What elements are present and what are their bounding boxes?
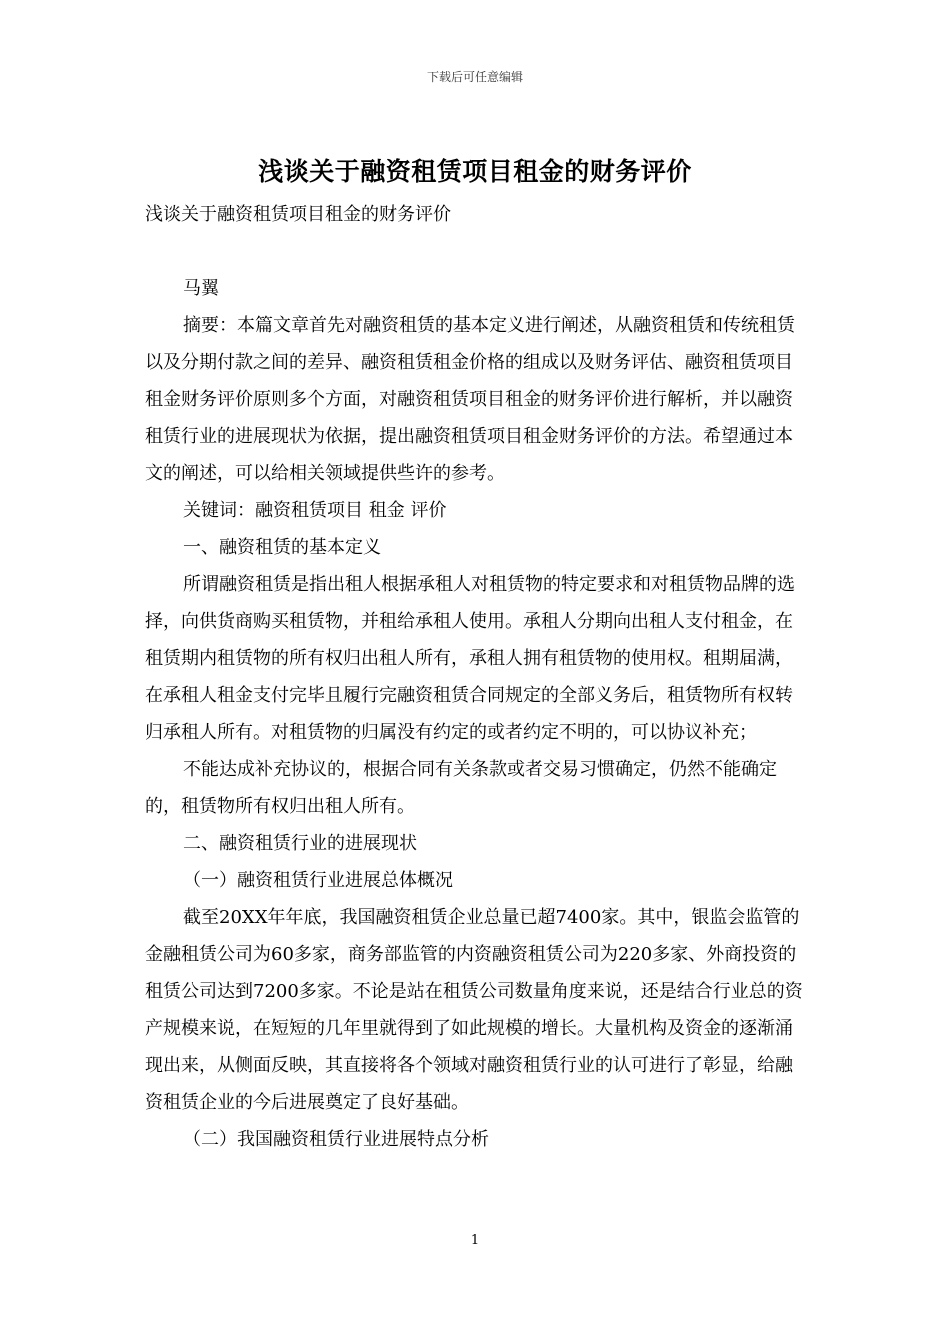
spacer xyxy=(145,233,810,270)
section-heading-1: 一、融资租赁的基本定义 xyxy=(183,537,381,558)
section1-paragraph-1: 所谓融资租赁是指出租人根据承租人对租赁物的特定要求和对租赁物品牌的选择，向供货商购买租赁物，并租给承租人使用。承租人分期向出租人支付租金，在租赁期内租赁物的所有权归出租人所有，承租人拥有租赁物的使用权。租期届满，在承租人租金支付完毕且履行完融资租赁合同规定的全部义务后，租赁物所有权转归承租人所有。对租赁物的归属没有约定的或者约定不明的，可以协议补充； xyxy=(145,574,795,743)
header-note: 下载后可任意编辑 xyxy=(426,70,523,84)
abstract-paragraph: 摘要：本篇文章首先对融资租赁的基本定义进行阐述，从融资租赁和传统租赁以及分期付款之间的差异、融资租赁租金价格的组成以及财务评估、融资租赁项目租金财务评价原则多个方面，对融资租赁项目租金的财务评价进行解析，并以融资租赁行业的进展现状为依据，提出融资租赁项目租金财务评价的方法。希望通过本文的阐述，可以给相关领域提供些许的参考。 xyxy=(145,315,795,484)
section2-paragraph-1: 截至20XX年年底，我国融资租赁企业总量已超7400家。其中，银监会监管的金融租赁公司为60多家，商务部监管的内资融资租赁公司为220多家、外商投资的租赁公司达到7200多家。不论是站在租赁公司数量角度来说，还是结合行业总的资产规模来说，在短短的几年里就得到了如此规模的增长。大量机构及资金的逐渐涌现出来，从侧面反映，其直接将各个领域对融资租赁行业的认可进行了彰显，给融资租赁企业的今后进展奠定了良好基础。 xyxy=(145,907,803,1113)
subtitle: 浅谈关于融资租赁项目租金的财务评价 xyxy=(145,204,451,225)
document-body xyxy=(145,196,810,1158)
subsection-heading-1: （一）融资租赁行业进展总体概况 xyxy=(183,870,453,891)
page-number: 1 xyxy=(470,1233,480,1248)
section1-paragraph-2: 不能达成补充协议的，根据合同有关条款或者交易习惯确定，仍然不能确定的，租赁物所有权归出租人所有。 xyxy=(145,759,777,817)
keywords: 关键词：融资租赁项目 租金 评价 xyxy=(183,500,447,521)
subsection-heading-2: （二）我国融资租赁行业进展特点分析 xyxy=(183,1129,489,1150)
document-title: 浅谈关于融资租赁项目租金的财务评价 xyxy=(258,157,692,186)
section-heading-2: 二、融资租赁行业的进展现状 xyxy=(183,833,417,854)
author: 马翼 xyxy=(183,278,219,299)
